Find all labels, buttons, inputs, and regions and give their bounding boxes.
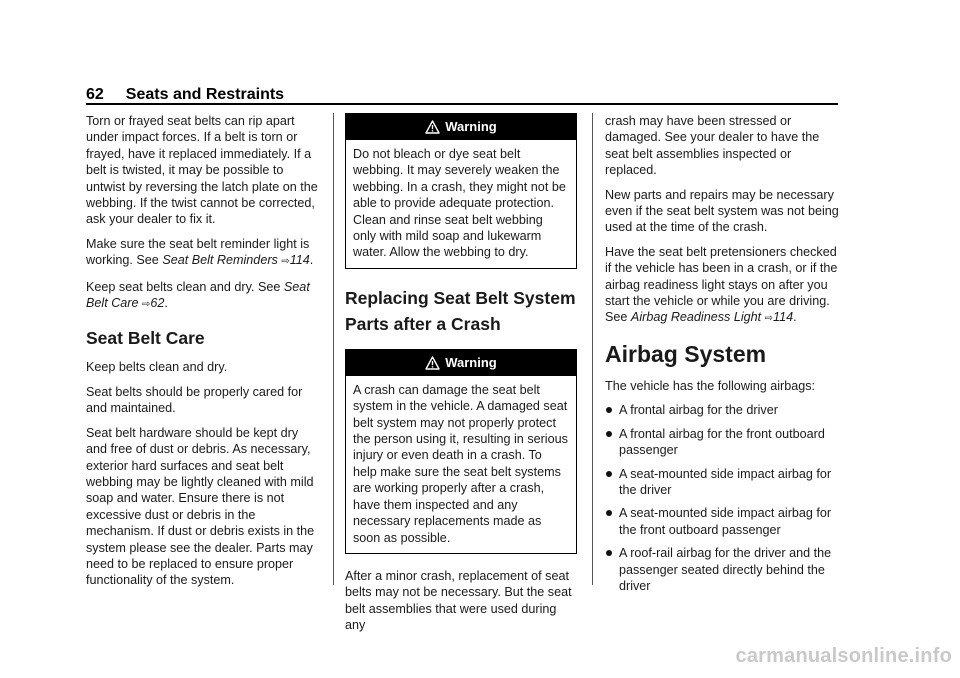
column-divider [333,113,334,585]
airbag-list [605,402,841,594]
warning-label: Warning [445,354,497,370]
list-item-text: A frontal airbag for the front outboard passenger [619,426,825,458]
bullet-icon [606,407,612,413]
warning-triangle-icon [425,120,440,134]
xref-page[interactable]: 114 [773,310,794,325]
xref-link[interactable]: Seat Belt Care [86,279,310,311]
column-divider [592,113,593,585]
section-heading: Airbag System [605,340,767,367]
page-ref-arrow-icon: ⇨ [142,299,151,311]
page-number: 62 [86,86,104,103]
list-item [605,545,841,594]
paragraph: Torn or frayed seat belts can rip apart under impact forces. If a belt is torn or frayed, have it replaced immediately. If a belt is twisted, it may be possible to untwist by reversing the latch plate on the webbing. If the twist cannot be corrected, ask your dealer to fix it. [86,114,318,227]
list-item [605,426,841,459]
xref-link[interactable]: Airbag Readiness Light [630,310,762,325]
column-right [605,113,841,601]
list-item [605,402,841,418]
bullet-icon [606,550,612,556]
bullet-icon [606,510,612,516]
paragraph [86,236,322,271]
list-item-text: A seat-mounted side impact airbag for the driver [619,466,832,497]
warning-text: A crash can damage the seat belt system in the vehicle. A damaged seat belt system may not properly protect the person using it, resulting in serious injury or even death in a crash. To help make sure the seat belt systems are working properly after a crash, have them inspected and any necessary replacements made as soon as possible. [353,382,568,545]
header-divider [86,103,838,105]
list-item [605,505,841,538]
paragraph-text: Keep seat belts clean and dry. See [86,279,284,294]
list-item-text: A seat-mounted side impact airbag for the front outboard passenger [619,506,832,537]
punctuation: . [309,253,314,268]
warning-box [345,113,577,269]
paragraph [86,279,322,314]
page-ref-arrow-icon: ⇨ [281,256,290,268]
paragraph: After a minor crash, replacement of seat belts may not be necessary. But the seat belt assemblies that were used during any [345,568,572,633]
xref-page[interactable]: 62 [150,296,165,311]
paragraph: New parts and repairs may be necessary even if the seat belt system was not being used at the time of the crash. [605,187,839,235]
bullet-icon [606,471,612,477]
paragraph-text: Make sure the seat belt reminder light is working. See [86,236,310,268]
warning-header [346,350,576,376]
paragraph: Seat belt hardware should be kept dry and free of dust or debris. As necessary, exterior hard surfaces and seat belt webbing may be lightly cleaned with mild soap and water. Ensure there is not excessive dust or debris in the mechanism. If dust or debris exists in the system please see the dealer. Parts may need to be replaced to ensure proper functionality of the system. [86,425,315,588]
xref-link[interactable]: Seat Belt Reminders [162,253,278,268]
warning-box [345,349,577,554]
warning-triangle-icon [425,356,440,370]
list-item-text: A frontal airbag for the driver [619,403,778,418]
punctuation: . [164,296,168,311]
punctuation: . [793,310,797,325]
list-item-text: A roof-rail airbag for the driver and the passenger seated directly behind the driver [619,546,832,593]
section-heading: Replacing Seat Belt System Parts after a Crash [345,287,576,334]
paragraph [605,244,841,328]
xref-page[interactable]: 114 [289,253,310,268]
warning-label: Warning [445,118,497,134]
section-heading: Seat Belt Care [86,328,205,349]
watermark: carmanualsonline.info [735,645,952,667]
page-ref-arrow-icon: ⇨ [764,313,774,325]
list-item [605,466,841,499]
paragraph: Seat belts should be properly cared for and maintained. [86,384,303,416]
paragraph: Keep belts clean and dry. [86,360,228,375]
warning-text: Do not bleach or dye seat belt webbing. It may severely weaken the webbing. In a crash, they might not be able to provide adequate protection. Clean and rinse seat belt webbing only with mild soap and lukewarm water. Allow the webbing to dry. [353,147,566,260]
bullet-icon [606,431,612,437]
warning-header [346,114,576,140]
paragraph: The vehicle has the following airbags: [605,378,816,393]
section-title: Seats and Restraints [125,86,285,103]
column-middle [345,113,577,642]
paragraph: crash may have been stressed or damaged. See your dealer to have the seat belt assemblies inspected or replaced. [605,114,820,178]
column-left [86,113,322,597]
paragraph-text: Have the seat belt pretensioners checked if the vehicle has been in a crash, or if the airbag readiness light stays on after you start the vehicle or while you are driving. See [605,244,838,325]
